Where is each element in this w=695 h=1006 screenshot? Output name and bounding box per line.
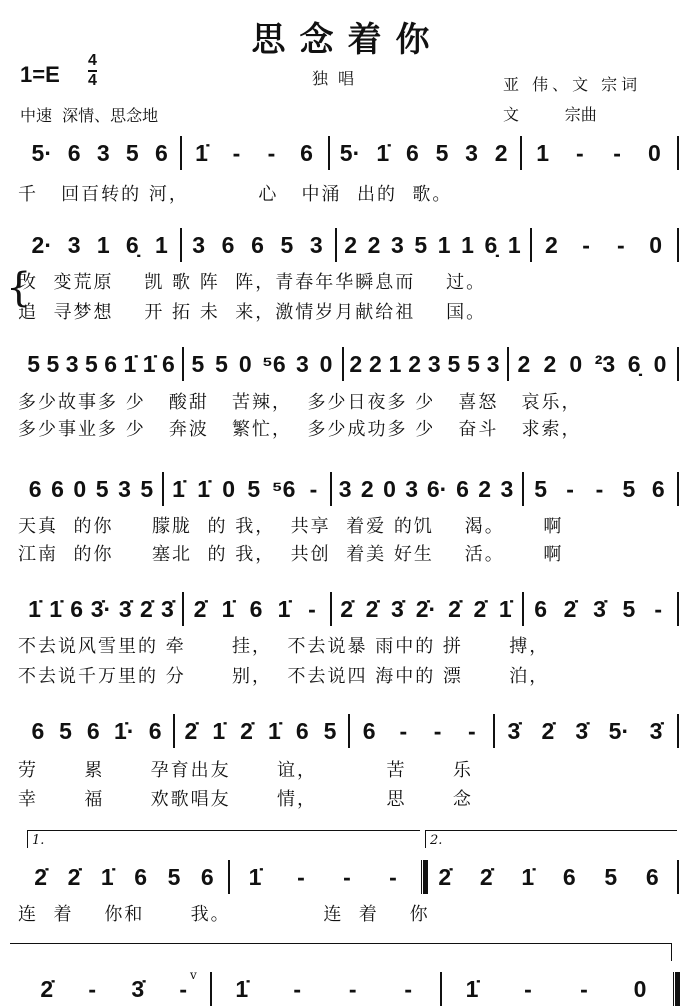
lyricist-credit: 亚 伟、文 宗词 bbox=[503, 75, 642, 94]
barline bbox=[677, 136, 679, 170]
note: 1̇ bbox=[465, 975, 479, 1002]
note: 3̇ bbox=[390, 595, 404, 622]
note: 2̇ bbox=[67, 863, 81, 890]
note: 2· bbox=[31, 231, 52, 258]
note: 2̇ bbox=[438, 863, 452, 890]
dash-extension: - bbox=[343, 863, 351, 890]
note: 6 bbox=[134, 863, 148, 890]
note: 0 bbox=[319, 350, 333, 377]
note: 5 bbox=[125, 139, 139, 166]
time-top: 4 bbox=[88, 52, 97, 72]
barline bbox=[182, 347, 184, 381]
dash-extension: - bbox=[348, 975, 357, 1002]
note: 5 bbox=[447, 350, 461, 377]
note: 1̇ bbox=[142, 350, 156, 377]
dash-extension: - bbox=[617, 231, 625, 258]
note: 2̇ bbox=[184, 717, 198, 744]
note: 6 bbox=[221, 231, 235, 258]
note: 6 bbox=[104, 350, 118, 377]
note: 5 bbox=[46, 350, 60, 377]
measure bbox=[24, 472, 158, 506]
note: 3 bbox=[427, 350, 441, 377]
barline bbox=[507, 347, 509, 381]
note: 1̇ bbox=[376, 139, 390, 166]
note: 1̇ bbox=[195, 139, 208, 166]
note: 6· bbox=[426, 475, 448, 502]
dash-extension: - bbox=[595, 475, 604, 502]
note: 2 bbox=[360, 475, 374, 502]
measure bbox=[334, 592, 518, 626]
note: 1̇ bbox=[212, 717, 226, 744]
note: 1 bbox=[507, 231, 521, 258]
lyrics-line: 多少事业多 少 奔波 繁忙， 多少成功多 少 奋斗 求索， bbox=[18, 419, 582, 440]
note: 0 bbox=[633, 975, 647, 1002]
note: 5 bbox=[27, 350, 41, 377]
barline bbox=[228, 860, 230, 894]
note: 3 bbox=[295, 350, 309, 377]
measure bbox=[524, 136, 673, 170]
note: 1̇ bbox=[248, 863, 262, 890]
note: 2 bbox=[349, 350, 363, 377]
note: 2̇· bbox=[415, 595, 437, 622]
note: 2̇ bbox=[139, 595, 153, 622]
measure bbox=[186, 592, 326, 626]
barline bbox=[420, 860, 428, 894]
song-title: 思念着你 bbox=[251, 20, 444, 60]
note: 3̇ bbox=[593, 595, 606, 622]
note: 1 bbox=[388, 350, 402, 377]
performance-type: 独唱 bbox=[312, 69, 365, 88]
note: 5 bbox=[414, 231, 428, 258]
note: 0 bbox=[238, 350, 252, 377]
note: 1 bbox=[461, 231, 474, 258]
measure bbox=[184, 228, 331, 262]
note: 1 bbox=[155, 231, 168, 258]
note: 3 bbox=[65, 350, 79, 377]
note: 2̇ bbox=[340, 595, 354, 622]
key-signature: 1=E bbox=[20, 62, 60, 87]
note: 0 bbox=[222, 475, 236, 502]
note: 1 bbox=[536, 139, 550, 166]
note: 6 bbox=[645, 863, 659, 890]
note: 6 bbox=[148, 717, 162, 744]
barline bbox=[672, 972, 680, 1006]
composer-credit: 文 宗曲 bbox=[503, 105, 597, 124]
barline bbox=[677, 228, 679, 262]
note: 3 bbox=[465, 139, 478, 166]
note: ⁵6 bbox=[262, 350, 286, 377]
measure bbox=[332, 136, 516, 170]
note: 2 bbox=[544, 231, 558, 258]
lyrics-line: 幸 福 欢歌唱友 情， 思 念 bbox=[18, 789, 473, 810]
note: 3̇ bbox=[649, 717, 663, 744]
dash-extension: - bbox=[88, 975, 97, 1002]
note: 1̇ bbox=[221, 595, 235, 622]
note: 2̇ bbox=[34, 863, 48, 890]
barline bbox=[330, 592, 332, 626]
barline bbox=[520, 136, 522, 170]
barline bbox=[677, 347, 679, 381]
note: 5 bbox=[323, 717, 337, 744]
barline bbox=[342, 347, 344, 381]
dash-extension: - bbox=[566, 475, 574, 502]
note: 1̇ bbox=[197, 475, 210, 502]
note: 6 bbox=[300, 139, 313, 166]
note: 5 bbox=[247, 475, 261, 502]
note: 5 bbox=[84, 350, 98, 377]
barline bbox=[677, 714, 679, 748]
note: 5 bbox=[604, 863, 618, 890]
barline bbox=[677, 860, 679, 894]
barline bbox=[180, 228, 182, 262]
dash-extension: - bbox=[580, 975, 588, 1002]
barline bbox=[210, 972, 212, 1006]
note: 6 bbox=[362, 717, 376, 744]
note: 1̇ bbox=[498, 595, 512, 622]
barline bbox=[173, 714, 175, 748]
volta-2-label: 2. bbox=[430, 833, 443, 848]
note: 3 bbox=[118, 475, 131, 502]
volta-1-label: 1. bbox=[32, 833, 45, 848]
note: 3̇ bbox=[575, 717, 589, 744]
note: 5 bbox=[215, 350, 228, 377]
note: 6 bbox=[161, 350, 175, 377]
measure bbox=[24, 714, 169, 748]
dash-extension: - bbox=[468, 717, 476, 744]
note: 5· bbox=[608, 717, 630, 744]
measure bbox=[186, 347, 338, 381]
note: 6 bbox=[200, 863, 214, 890]
barline bbox=[182, 592, 184, 626]
note: 1̇· bbox=[113, 717, 135, 744]
note: 6 bbox=[67, 139, 81, 166]
barline bbox=[348, 714, 350, 748]
dash-extension: - bbox=[293, 975, 302, 1002]
note: 1̇ bbox=[100, 863, 114, 890]
note: 2̇ bbox=[473, 595, 487, 622]
measure bbox=[177, 714, 344, 748]
note: 3̇ bbox=[507, 717, 521, 744]
note: 6 bbox=[562, 863, 576, 890]
barline bbox=[180, 136, 182, 170]
note: 3 bbox=[500, 475, 514, 502]
dash-extension: - bbox=[654, 595, 663, 622]
note: 5 bbox=[167, 863, 181, 890]
note: 1̇ bbox=[28, 595, 41, 622]
dash-extension: - bbox=[576, 139, 584, 166]
note: 3̇ bbox=[118, 595, 132, 622]
note: 6 bbox=[295, 717, 309, 744]
measure bbox=[232, 860, 416, 894]
time-signature bbox=[88, 52, 97, 90]
note: 2̇ bbox=[448, 595, 461, 622]
measure bbox=[214, 972, 436, 1006]
note: 0 bbox=[383, 475, 396, 502]
dash-extension: - bbox=[399, 717, 408, 744]
note: 1̇ bbox=[267, 717, 281, 744]
lyrics-line: 千 回百转的 河， 心 中涌 出的 歌。 bbox=[18, 184, 453, 205]
note: 6 bbox=[155, 139, 168, 166]
note: 0 bbox=[653, 350, 667, 377]
note: 6 bbox=[70, 595, 84, 622]
dash-extension: - bbox=[297, 863, 305, 890]
note: 2̇ bbox=[541, 717, 555, 744]
measure bbox=[424, 860, 673, 894]
measure bbox=[526, 592, 673, 626]
note: 3 bbox=[96, 139, 110, 166]
volta-1-bracket bbox=[27, 830, 420, 831]
note: 6 bbox=[86, 717, 100, 744]
dash-extension: - bbox=[179, 975, 188, 1002]
note: 2 bbox=[543, 350, 557, 377]
dash-extension: - bbox=[613, 139, 621, 166]
volta-2-edge bbox=[425, 830, 426, 848]
note: 1 bbox=[437, 231, 451, 258]
note: 3 bbox=[309, 231, 323, 258]
note: 6̣ bbox=[627, 350, 641, 377]
note: 3 bbox=[486, 350, 500, 377]
note: 5 bbox=[95, 475, 109, 502]
note: 6 bbox=[651, 475, 665, 502]
measure bbox=[444, 972, 668, 1006]
lyrics-line: 劳 累 孕育出友 谊， 苦 乐 bbox=[18, 760, 473, 781]
lyrics-line: 连 着 你和 我。 连 着 你 bbox=[18, 904, 430, 925]
note: ⁵6 bbox=[271, 475, 296, 502]
note: 6̣ bbox=[125, 231, 139, 258]
barline bbox=[330, 472, 332, 506]
note: 2̇ bbox=[193, 595, 207, 622]
measure bbox=[334, 472, 518, 506]
dash-extension: - bbox=[308, 595, 316, 622]
lyrics-line: 不去说风雪里的 牵 挂， 不去说暴 雨中的 拼 搏， bbox=[18, 636, 550, 657]
note: 2 bbox=[344, 231, 358, 258]
barline bbox=[677, 472, 679, 506]
note: 2̇ bbox=[563, 595, 577, 622]
note: 1̇ bbox=[277, 595, 291, 622]
note: 2 bbox=[494, 139, 508, 166]
note: 6 bbox=[251, 231, 264, 258]
note: 1̇ bbox=[235, 975, 249, 1002]
measure bbox=[24, 972, 206, 1006]
time-bottom: 4 bbox=[88, 72, 97, 89]
measure bbox=[352, 714, 489, 748]
barline bbox=[162, 472, 164, 506]
barline bbox=[522, 472, 524, 506]
note: 3 bbox=[67, 231, 81, 258]
note: 2̇ bbox=[40, 975, 54, 1002]
dash-extension: - bbox=[232, 139, 241, 166]
dash-extension: - bbox=[582, 231, 590, 258]
tempo-marking: 中速 深情、思念地 bbox=[20, 106, 159, 125]
note: 3̇· bbox=[90, 595, 112, 622]
note: 2 bbox=[517, 350, 531, 377]
measure bbox=[339, 228, 526, 262]
note: 5 bbox=[140, 475, 154, 502]
measure bbox=[24, 228, 176, 262]
note: 1̇ bbox=[521, 863, 535, 890]
measure bbox=[166, 472, 326, 506]
measure bbox=[24, 860, 224, 894]
note: 1 bbox=[96, 231, 110, 258]
note: 2̇ bbox=[240, 717, 253, 744]
note: 5 bbox=[534, 475, 548, 502]
note: ²3 bbox=[594, 350, 616, 377]
note: 5 bbox=[191, 350, 205, 377]
note: 6 bbox=[534, 595, 548, 622]
note: 3̇ bbox=[161, 595, 174, 622]
continuation-line bbox=[10, 943, 672, 944]
note: 2 bbox=[408, 350, 422, 377]
barline bbox=[328, 136, 330, 170]
lyrics-line: 不去说千万里的 分 别， 不去说四 海中的 漂 泊， bbox=[18, 666, 550, 687]
lyrics-line: 江南 的你 塞北 的 我， 共创 着美 好生 活。 啊 bbox=[18, 544, 564, 565]
dash-extension: - bbox=[309, 475, 318, 502]
dash-extension: - bbox=[404, 975, 413, 1002]
note: 6 bbox=[51, 475, 64, 502]
measure bbox=[526, 472, 673, 506]
measure bbox=[511, 347, 673, 381]
dash-extension: - bbox=[524, 975, 532, 1002]
note: 3̇ bbox=[131, 975, 145, 1002]
note: 2̇ bbox=[365, 595, 379, 622]
barline bbox=[522, 592, 524, 626]
note: 6̣ bbox=[484, 231, 498, 258]
note: 3 bbox=[391, 231, 404, 258]
note: 2 bbox=[478, 475, 492, 502]
note: 3 bbox=[405, 475, 419, 502]
measure bbox=[184, 136, 324, 170]
note: 1̇ bbox=[49, 595, 62, 622]
note: 1̇ bbox=[123, 350, 137, 377]
note: 6 bbox=[456, 475, 469, 502]
note: 5 bbox=[467, 350, 480, 377]
lyrics-line: 多少故事多 少 酸甜 苦辣， 多少日夜多 少 喜怒 哀乐， bbox=[18, 392, 582, 413]
note: 3 bbox=[192, 231, 206, 258]
note: 1̇ bbox=[172, 475, 185, 502]
lyrics-line: 追 寻梦想 开 拓 未 来，激情岁月献给祖 国。 bbox=[18, 302, 487, 323]
breath-mark: v bbox=[190, 968, 197, 982]
note: 5 bbox=[435, 139, 449, 166]
note: 2̇ bbox=[479, 863, 493, 890]
note: 5 bbox=[622, 475, 636, 502]
measure bbox=[24, 136, 176, 170]
note: 2 bbox=[369, 350, 382, 377]
lyrics-line: 改 变荒原 凯 歌 阵 阵，青春年华瞬息而 过。 bbox=[18, 272, 487, 293]
measure bbox=[497, 714, 673, 748]
note: 0 bbox=[569, 350, 583, 377]
note: 6 bbox=[28, 475, 42, 502]
note: 6 bbox=[249, 595, 263, 622]
volta-2-bracket bbox=[425, 830, 677, 831]
measure bbox=[534, 228, 673, 262]
barline bbox=[493, 714, 495, 748]
note: 6 bbox=[405, 139, 419, 166]
barline bbox=[440, 972, 442, 1006]
dash-extension: - bbox=[389, 863, 397, 890]
continuation-edge bbox=[671, 943, 672, 961]
verse-brace: { bbox=[6, 265, 32, 311]
lyrics-line: 天真 的你 朦胧 的 我， 共享 着爱 的饥 渴。 啊 bbox=[18, 516, 564, 537]
note: 6 bbox=[31, 717, 45, 744]
note: 0 bbox=[73, 475, 87, 502]
note: 5 bbox=[280, 231, 294, 258]
dash-extension: - bbox=[433, 717, 442, 744]
measure bbox=[346, 347, 503, 381]
note: 5· bbox=[339, 139, 361, 166]
measure bbox=[24, 347, 178, 381]
barline bbox=[530, 228, 532, 262]
note: 5· bbox=[31, 139, 52, 166]
note: 2 bbox=[367, 231, 381, 258]
note: 3 bbox=[338, 475, 352, 502]
note: 0 bbox=[647, 139, 661, 166]
note: 5 bbox=[622, 595, 636, 622]
volta-1-edge bbox=[27, 830, 28, 848]
dash-extension: - bbox=[267, 139, 276, 166]
measure bbox=[24, 592, 178, 626]
note: 5 bbox=[59, 717, 72, 744]
note: 0 bbox=[649, 231, 663, 258]
barline bbox=[335, 228, 337, 262]
barline bbox=[677, 592, 679, 626]
